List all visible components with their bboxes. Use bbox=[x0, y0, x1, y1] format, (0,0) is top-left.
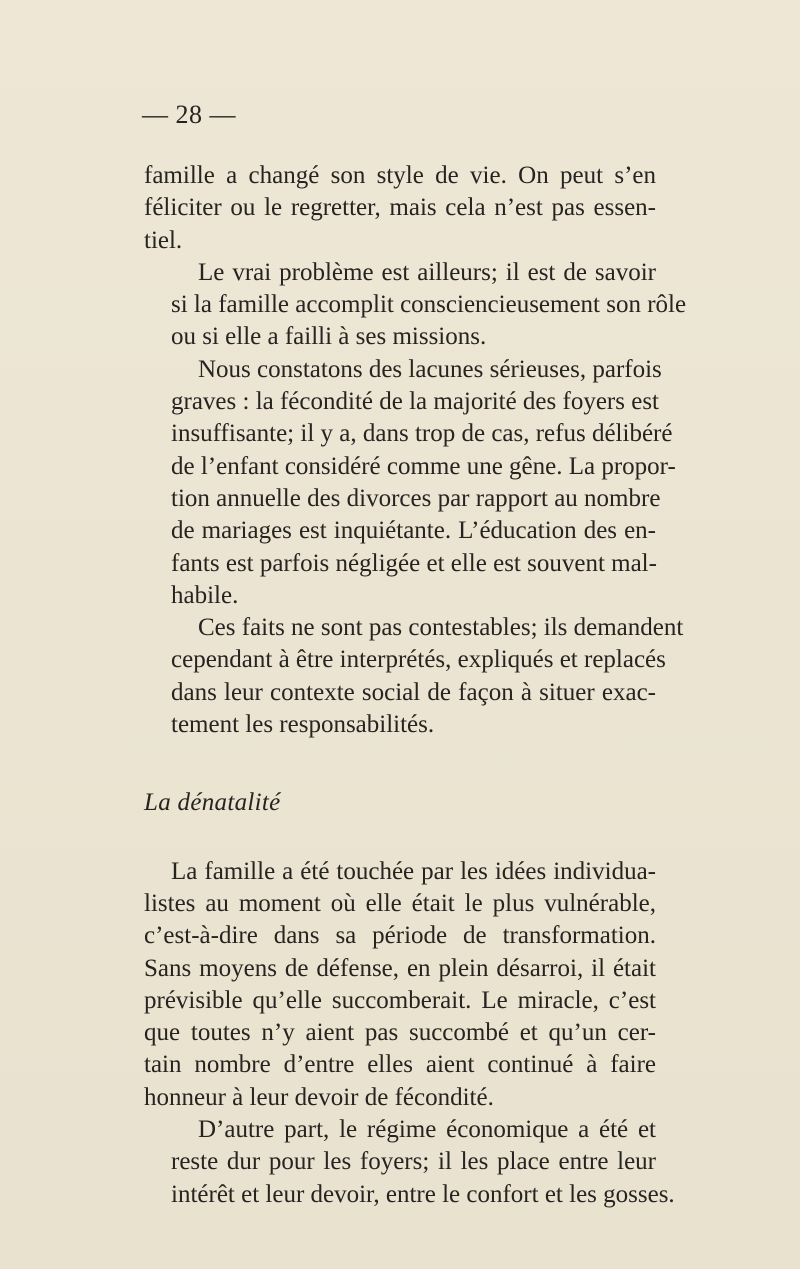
text-line: tement les responsabilités. bbox=[171, 711, 435, 739]
text-line: La famille a été touchée par les idées individua- bbox=[171, 857, 656, 885]
text-line: féliciter ou le regretter, mais cela n’est pas essen- bbox=[144, 194, 656, 222]
text-line: tion annuelle des divorces par rapport au nombre bbox=[171, 484, 661, 512]
text-line: listes au moment où elle était le plus vulnérable, bbox=[144, 889, 656, 917]
text-line: cependant à être interprétés, expliqués et replacés bbox=[171, 646, 666, 674]
text-line: c’est-à-dire dans sa période de transformation. bbox=[144, 922, 656, 950]
paragraph bbox=[144, 856, 656, 1114]
text-line: Sans moyens de défense, en plein désarroi, il était bbox=[144, 954, 656, 982]
text-line: Nous constatons des lacunes sérieuses, parfois bbox=[198, 355, 662, 383]
text-line: dans leur contexte social de façon à situer exac- bbox=[171, 678, 656, 706]
section-denatalite bbox=[144, 856, 675, 1211]
text-line: que toutes n’y aient pas succombé et qu’un cer- bbox=[144, 1019, 656, 1047]
text-line: insuffisante; il y a, dans trop de cas, refus délibéré bbox=[171, 420, 673, 448]
text-line: reste dur pour les foyers; il les place entre leur bbox=[171, 1148, 656, 1176]
body-text bbox=[144, 160, 687, 1211]
text-line: de l’enfant considéré comme une gêne. La propor- bbox=[171, 452, 676, 480]
text-line: fants est parfois négligée et elle est souvent mal- bbox=[171, 549, 657, 577]
text-line: Le vrai problème est ailleurs; il est de savoir bbox=[198, 258, 656, 286]
text-line: honneur à leur devoir de fécondité. bbox=[144, 1083, 494, 1111]
page-number: — 28 — bbox=[142, 100, 236, 129]
text-line: habile. bbox=[171, 581, 239, 609]
paragraph bbox=[144, 612, 684, 741]
text-line: graves : la fécondité de la majorité des foyers est bbox=[171, 388, 660, 416]
text-line: famille a changé son style de vie. On peut s’en bbox=[144, 162, 656, 189]
text-line: de mariages est inquiétante. L’éducation des en- bbox=[171, 517, 656, 545]
text-line: prévisible qu’elle succomberait. Le miracle, c’est bbox=[144, 986, 656, 1014]
paragraph bbox=[144, 1114, 675, 1211]
section-intro bbox=[144, 160, 687, 741]
paragraph bbox=[144, 257, 687, 354]
text-line: ou si elle a failli à ses missions. bbox=[171, 323, 487, 351]
paragraph bbox=[144, 160, 656, 257]
section-heading: La dénatalité bbox=[144, 789, 281, 817]
text-line: tiel. bbox=[144, 226, 183, 254]
paragraph bbox=[144, 354, 676, 612]
text-line: Ces faits ne sont pas contestables; ils demandent bbox=[198, 614, 684, 642]
text-line: tain nombre d’entre elles aient continué à faire bbox=[144, 1051, 656, 1079]
text-line: intérêt et leur devoir, entre le confort et les gosses. bbox=[171, 1180, 675, 1208]
text-line: D’autre part, le régime économique a été et bbox=[198, 1116, 656, 1144]
text-line: si la famille accomplit consciencieusement son rôle bbox=[171, 291, 687, 319]
